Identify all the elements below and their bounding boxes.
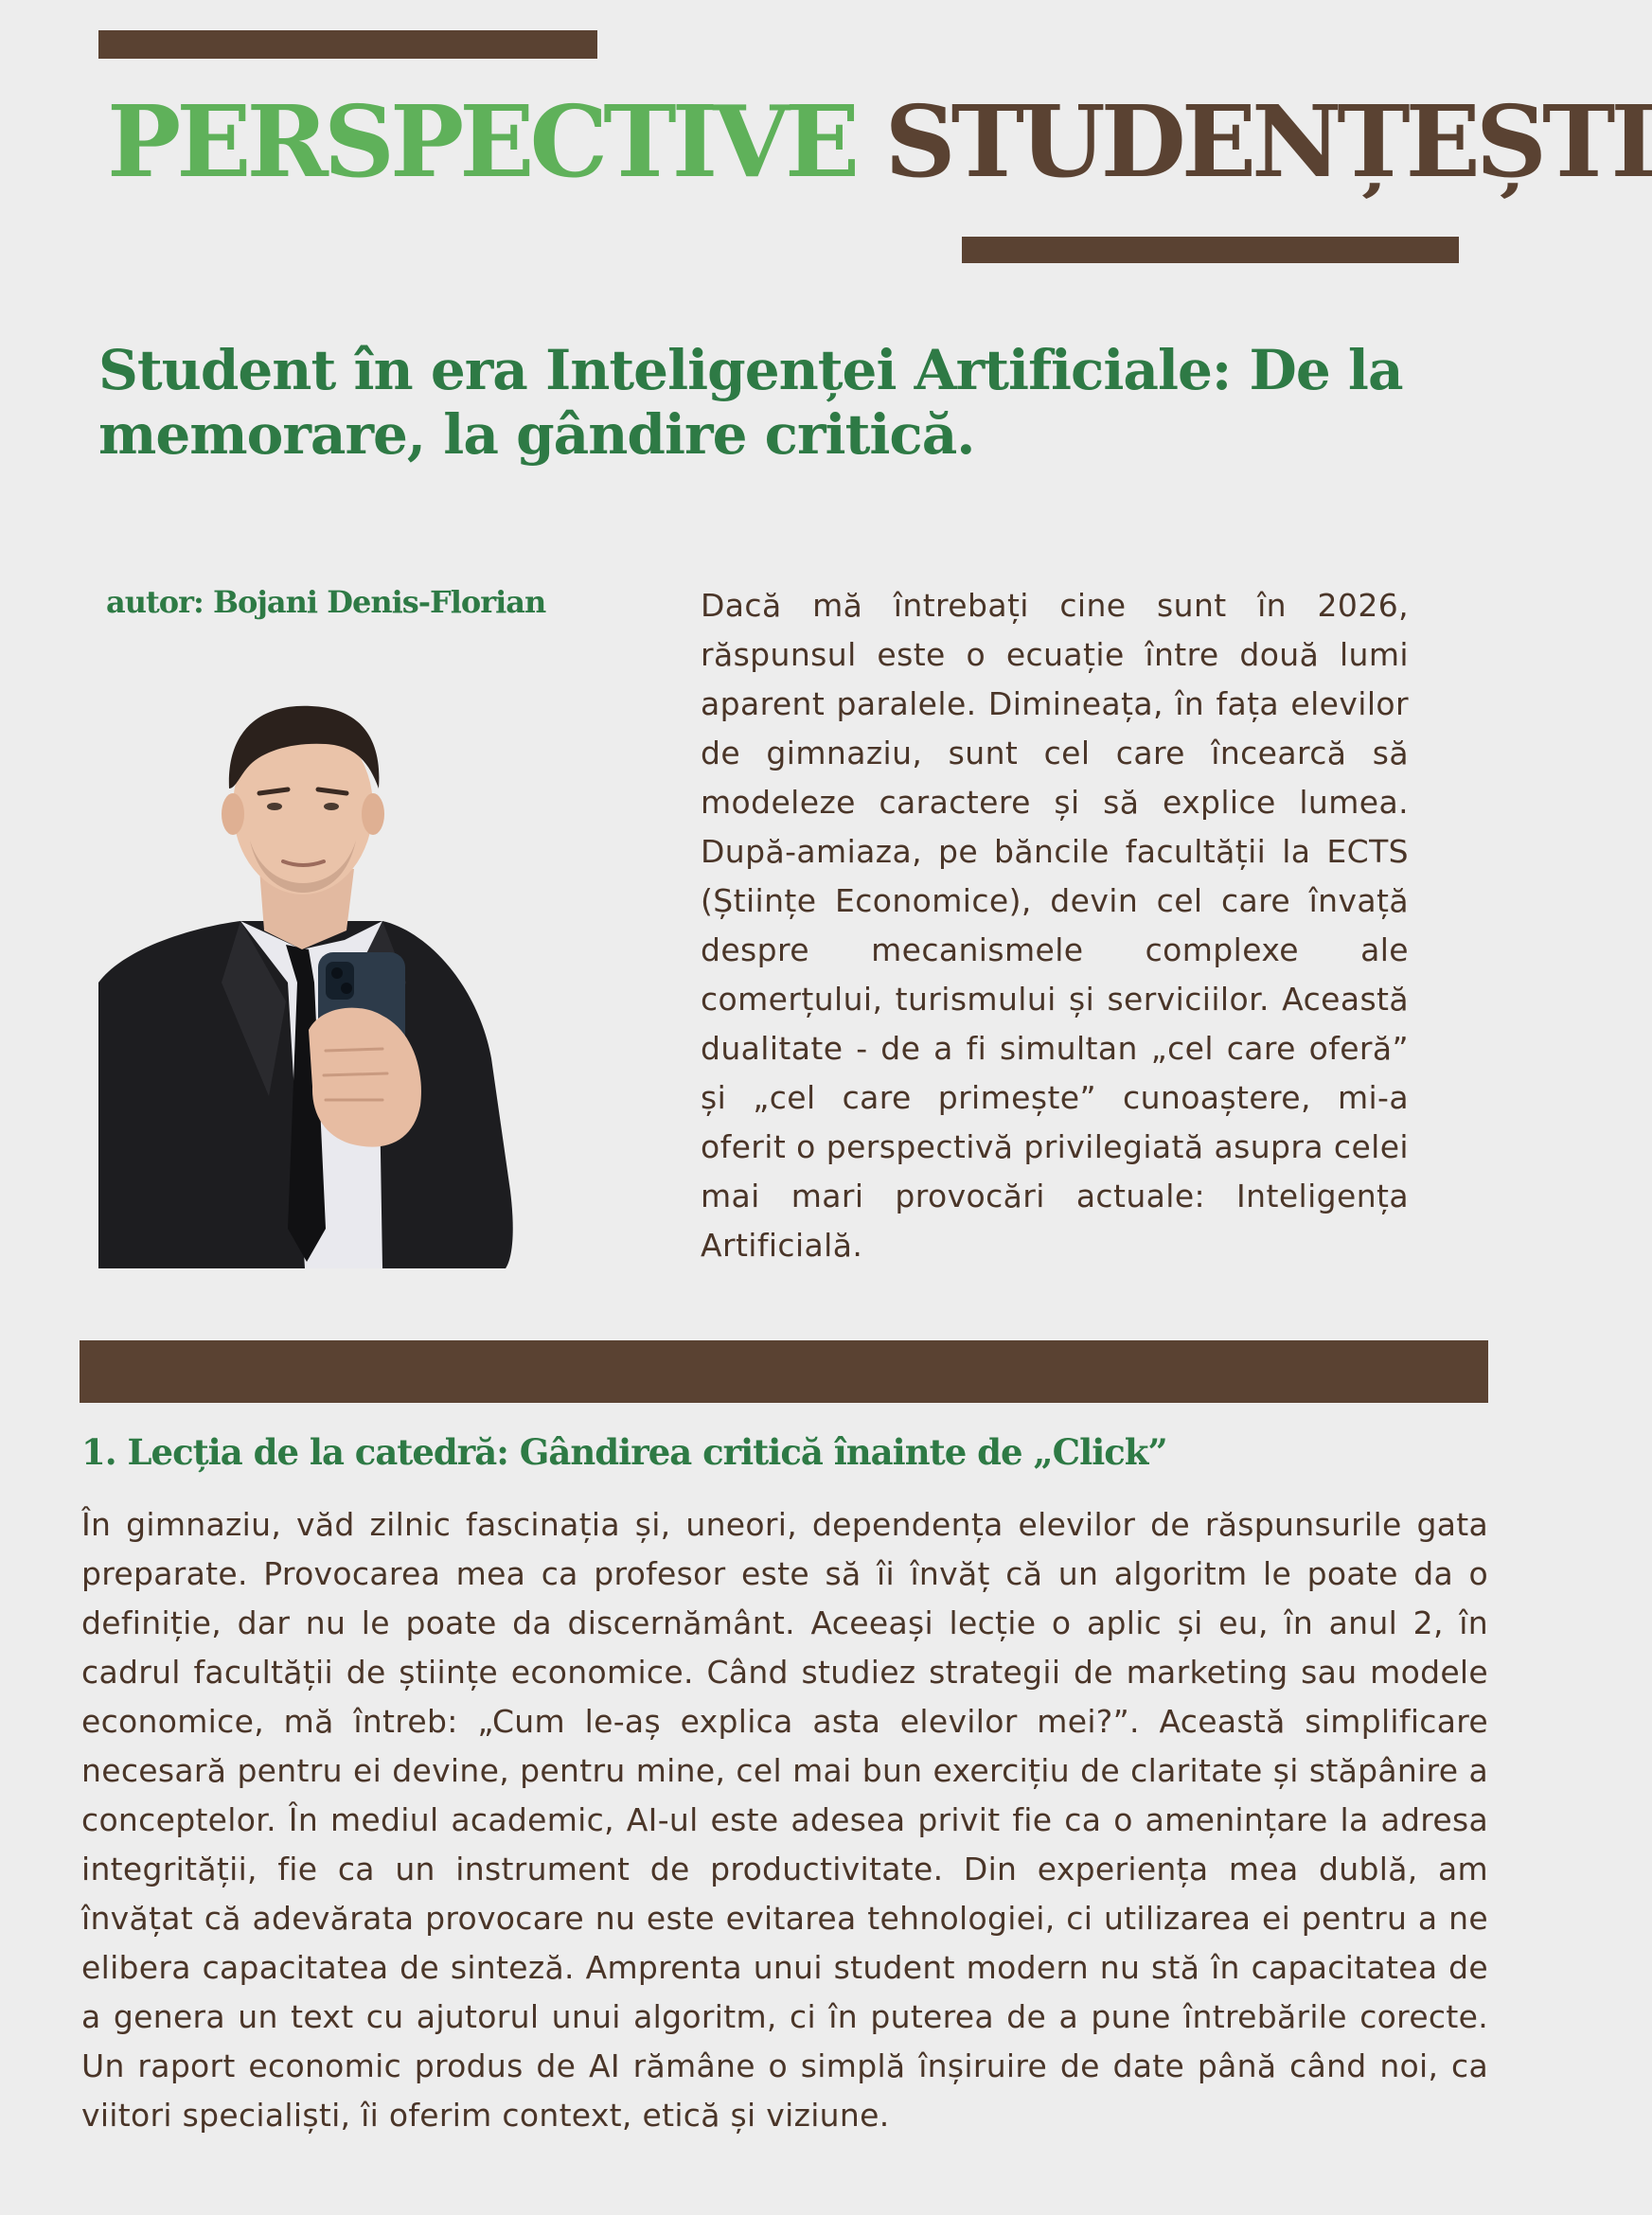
article-title: Student în era Inteligenței Artificiale: De la memorare, la gândire critică.	[98, 338, 1403, 467]
author-byline: autor: Bojani Denis-Florian	[106, 584, 546, 620]
section-1-heading: 1. Lecția de la catedră: Gândirea critică înainte de „Click”	[81, 1431, 1167, 1473]
section-divider-bar	[80, 1340, 1488, 1403]
masthead-word-perspective: PERSPECTIVE	[107, 83, 856, 200]
intro-paragraph: Dacă mă întrebați cine sunt în 2026, răspunsul este o ecuație între două lumi aparent paralele. Dimineața, în fața elevilor de gimnaziu, sunt cel care încearcă să modeleze caractere și să explice lumea. După-amiaza, pe băncile facultății la ECTS (Științe Economice), devin cel care învață despre mecanismele complexe ale comerțului, turismului și serviciilor. Această dualitate - de a fi simultan „cel care oferă” și „cel care primește” cunoaștere, mi-a oferit o perspectivă privilegiată asupra celei mai mari provocări actuale: Inteligența Artificială.	[701, 587, 1409, 1264]
section-1-body: În gimnaziu, văd zilnic fascinația și, uneori, dependența elevilor de răspunsurile gata preparate. Provocarea mea ca profesor este să îi învăț că un algoritm le poate da o definiție, dar nu le poate da discernământ. Aceeași lecție o aplic și eu, în anul 2, în cadrul facultății de științe economice. Când studiez strategii de marketing sau modele economice, mă întreb: „Cum le-aș explica asta elevilor mei?”. Această simplificare necesară pentru ei devine, pentru mine, cel mai bun exercițiu de claritate și stăpânire a conceptelor. În mediul academic, AI-ul este adesea privit fie ca o amenințare la adresa integrității, fie ca un instrument de productivitate. Din experiența mea dublă, am învățat că adevărata provocare nu este evitarea tehnologiei, ci utilizarea ei pentru a ne elibera capacitatea de sinteză. Amprenta unui student modern nu stă în capacitatea de a genera un text cu ajutorul unui algoritm, ci în puterea de a pune întrebările corecte. Un raport economic produs de AI rămâne o simplă înșiruire de date până când noi, ca viitori specialiști, îi oferim context, etică și viziune.	[81, 1506, 1488, 2134]
top-decorative-bar	[98, 30, 597, 59]
masthead-title	[107, 83, 1652, 202]
masthead-underline-bar	[962, 237, 1459, 263]
masthead-word-studentesti: STUDENȚEȘTI	[884, 83, 1652, 200]
author-photo	[98, 699, 521, 1268]
